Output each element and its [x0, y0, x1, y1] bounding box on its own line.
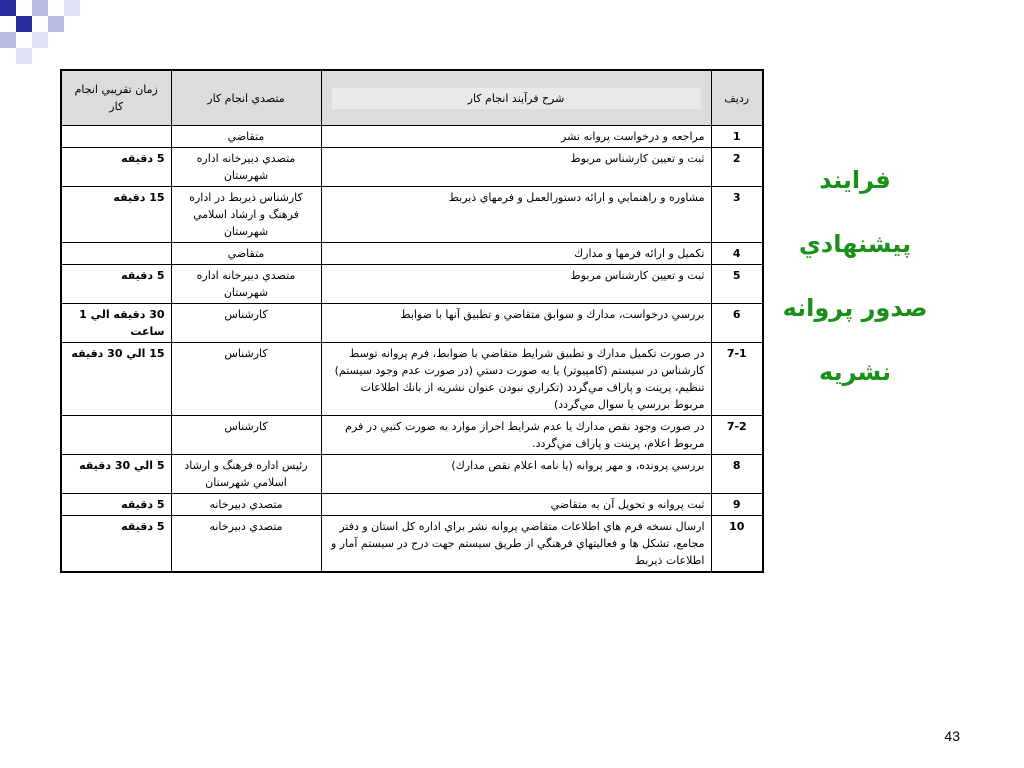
table-row [61, 343, 763, 416]
page-number: 43 [944, 728, 960, 744]
table-row [61, 126, 763, 148]
row-number: 7-1 [711, 343, 763, 416]
table-row [61, 148, 763, 187]
table-row [61, 494, 763, 516]
row-time: 5 دقيقه [61, 494, 171, 516]
row-description: بررسي پرونده، و مهر پروانه (يا نامه اعلام نقص مدارك) [321, 455, 711, 494]
table-row [61, 243, 763, 265]
row-time: 15 الي 30 دقيقه [61, 343, 171, 416]
row-number: 3 [711, 187, 763, 243]
row-responsible: متصدي دبيرخانه اداره شهرستان [171, 148, 321, 187]
row-number: 8 [711, 455, 763, 494]
row-time: 5 دقيقه [61, 516, 171, 573]
row-time: 15 دقيقه [61, 187, 171, 243]
table-row [61, 304, 763, 343]
row-description: ثبت و تعيين كارشناس مربوط [321, 148, 711, 187]
row-time: 30 دقيقه الي 1 ساعت [61, 304, 171, 343]
row-responsible: كارشناس [171, 343, 321, 416]
row-number: 5 [711, 265, 763, 304]
title-line-1: فرايند [819, 166, 891, 194]
row-time: 5 الي 30 دقيقه [61, 455, 171, 494]
row-description: ثبت پروانه و تحويل آن به متقاضي [321, 494, 711, 516]
title-line-2: پيشنهادي [798, 230, 912, 258]
table-row [61, 416, 763, 455]
row-number: 2 [711, 148, 763, 187]
row-responsible: كارشناس ذيربط در اداره فرهنگ و ارشاد اسلامي شهرستان [171, 187, 321, 243]
header-row-number: رديف [711, 70, 763, 126]
table-row [61, 516, 763, 573]
row-description: ثبت و تعيين كارشناس مربوط [321, 265, 711, 304]
row-responsible: متصدي دبيرخانه [171, 494, 321, 516]
row-responsible: متقاضي [171, 243, 321, 265]
row-time: 5 دقيقه [61, 265, 171, 304]
row-number: 9 [711, 494, 763, 516]
row-responsible: كارشناس [171, 304, 321, 343]
row-responsible: متقاضي [171, 126, 321, 148]
row-time [61, 243, 171, 265]
row-responsible: رئيس اداره فرهنگ و ارشاد اسلامي شهرستان [171, 455, 321, 494]
row-responsible: كارشناس [171, 416, 321, 455]
title-line-3: صدور پروانه [782, 294, 928, 322]
process-table [60, 69, 764, 573]
row-responsible: متصدي دبيرخانه اداره شهرستان [171, 265, 321, 304]
table-row [61, 455, 763, 494]
row-responsible: متصدي دبيرخانه [171, 516, 321, 573]
table-row [61, 187, 763, 243]
table-header-row [61, 70, 763, 126]
row-time [61, 416, 171, 455]
slide-title [770, 148, 940, 404]
row-number: 7-2 [711, 416, 763, 455]
row-number: 10 [711, 516, 763, 573]
row-time [61, 126, 171, 148]
header-responsible: متصدي انجام كار [171, 70, 321, 126]
table-row [61, 265, 763, 304]
row-description: تكميل و ارائه فرمها و مدارك [321, 243, 711, 265]
row-time: 5 دقيقه [61, 148, 171, 187]
corner-decoration [0, 0, 80, 80]
row-number: 6 [711, 304, 763, 343]
row-number: 1 [711, 126, 763, 148]
header-description: شرح فرآيند انجام كار [321, 70, 711, 126]
row-number: 4 [711, 243, 763, 265]
header-time: زمان تقريبي انجام كار [61, 70, 171, 126]
row-description: در صورت تكميل مدارك و تطبيق شرايط متقاضي با ضوابط، فرم پروانه توسط كارشناس در سيستم (كامپيوتر) يا به صورت دستي (در صورت عدم وجود سيستم) تنظيم، پرينت و پاراف مي‌گردد (تكراري نبودن عنوان نشريه از بانك اطلاعات مربوط بررسي يا سوال مي‌گردد) [321, 343, 711, 416]
row-description: مشاوره و راهنمايي و ارائه دستورالعمل و فرمهاي ذيربط [321, 187, 711, 243]
row-description: ارسال نسخه فرم هاي اطلاعات متقاضي پروانه نشر براي اداره كل استان و دفتر مجامع، تشكل ها و فعاليتهاي فرهنگي از طريق سيستم جهت درج در سيستم آمار و اطلاعات ذيربط [321, 516, 711, 573]
title-line-4: نشريه [819, 358, 891, 386]
row-description: در صورت وجود نقص مدارك يا عدم شرايط احراز موارد به صورت كتبي در فرم مربوط اعلام، پرينت و پاراف مي‌گردد. [321, 416, 711, 455]
row-description: مراجعه و درخواست پروانه نشر [321, 126, 711, 148]
row-description: بررسي درخواست، مدارك و سوابق متقاضي و تطبيق آنها با ضوابط [321, 304, 711, 343]
